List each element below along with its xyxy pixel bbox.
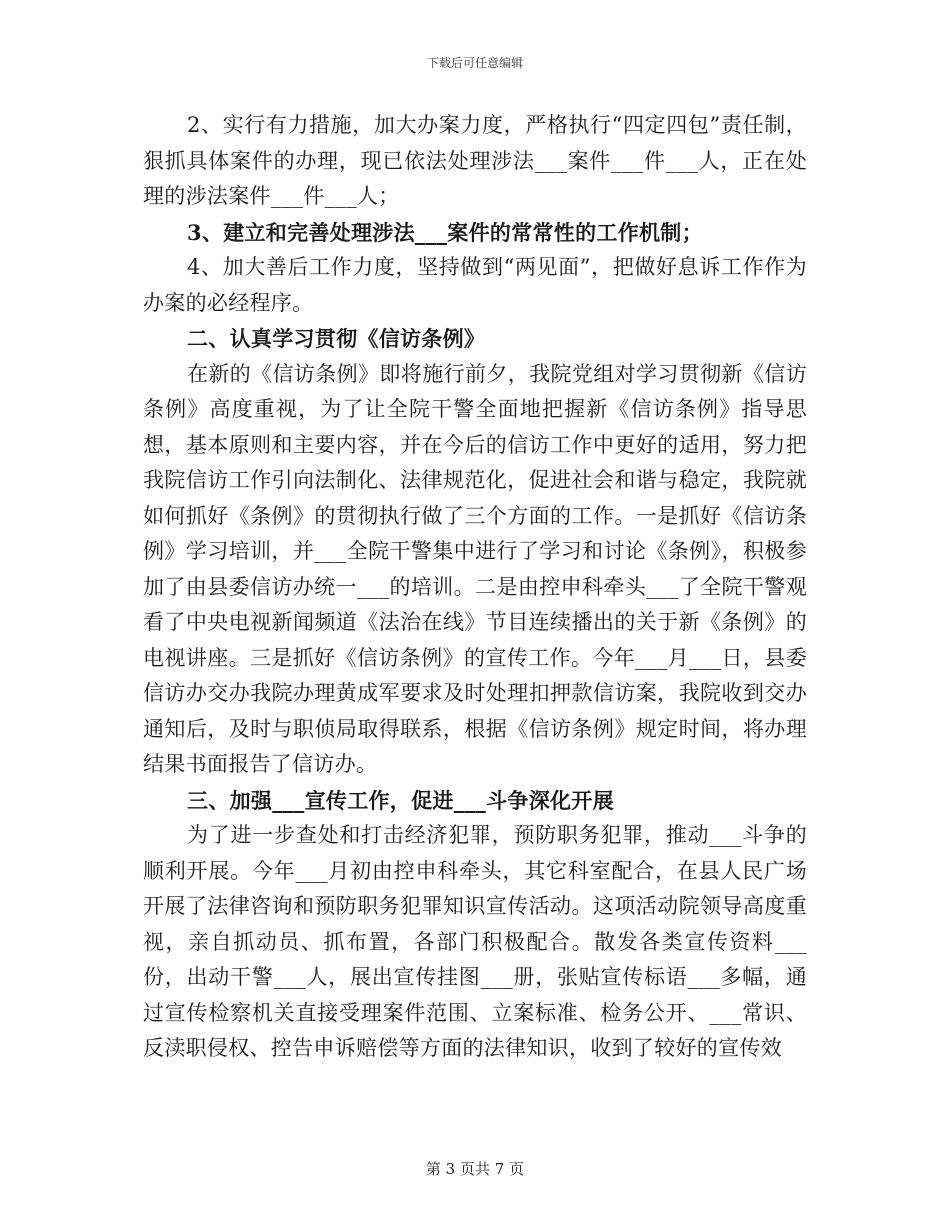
page-header: 下载后可任意编辑 bbox=[426, 56, 523, 70]
section-heading-2: 二、认真学习贯彻《信访条例》 bbox=[187, 326, 486, 351]
section-heading-3: 三、加强___宣传工作，促进___斗争深化开展 bbox=[187, 787, 614, 813]
paragraph-item-2: 2、实行有力措施，加大办案力度，严格执行“四定四包”责任制，狠抓具体案件的办理，现已依法处理涉法___案件___件___人，正在处理的涉法案件___件___人； bbox=[143, 113, 807, 208]
paragraph-item-4: 4、加大善后工作力度，坚持做到“两见面”，把做好息诉工作作为办案的必经程序。 bbox=[143, 255, 807, 315]
document-body bbox=[143, 108, 807, 1067]
paragraph-regulations: 在新的《信访条例》即将施行前夕，我院党组对学习贯彻新《信访条例》高度重视，为了让全院干警全面地把握新《信访条例》指导思想，基本原则和主要内容，并在今后的信访工作中更好的适用，努力把我院信访工作引向法制化、法律规范化，促进社会和谐与稳定，我院就如何抓好《条例》的贯彻执行做了三个方面的工作。一是抓好《信访条例》学习培训，并___全院干警集中进行了学习和讨论《条例》，积极参加了由县委信访办统一___的培训。二是由控申科牵头___了全院干警观看了中央电视新闻频道《法治在线》节目连续播出的关于新《条例》的电视讲座。三是抓好《信访条例》的宣传工作。今年___月___日，县委信访办交办我院办理黄成军要求及时处理扣押款信访案，我院收到交办通知后，及时与职侦局取得联系，根据《信访条例》规定时间，将办理结果书面报告了信访办。 bbox=[143, 361, 807, 776]
paragraph-item-3: 3、建立和完善处理涉法___案件的常常性的工作机制； bbox=[187, 219, 703, 245]
paragraph-publicity: 为了进一步查处和打击经济犯罪，预防职务犯罪，推动___斗争的顺利开展。今年___月初由控申科牵头，其它科室配合，在县人民广场开展了法律咨询和预防职务犯罪知识宣传活动。这项活动院领导高度重视，亲自抓动员、抓布置，各部门积极配合。散发各类宣传资料___份，出动干警___人，展出宣传挂图___册，张贴宣传标语___多幅，通过宣传检察机关直接受理案件范围、立案标准、检务公开、___常识、反渎职侵权、控告申诉赔偿等方面的法律知识，收到了较好的宣传效 bbox=[143, 823, 807, 1060]
page-footer: 第 3 页共 7 页 bbox=[425, 1160, 525, 1178]
